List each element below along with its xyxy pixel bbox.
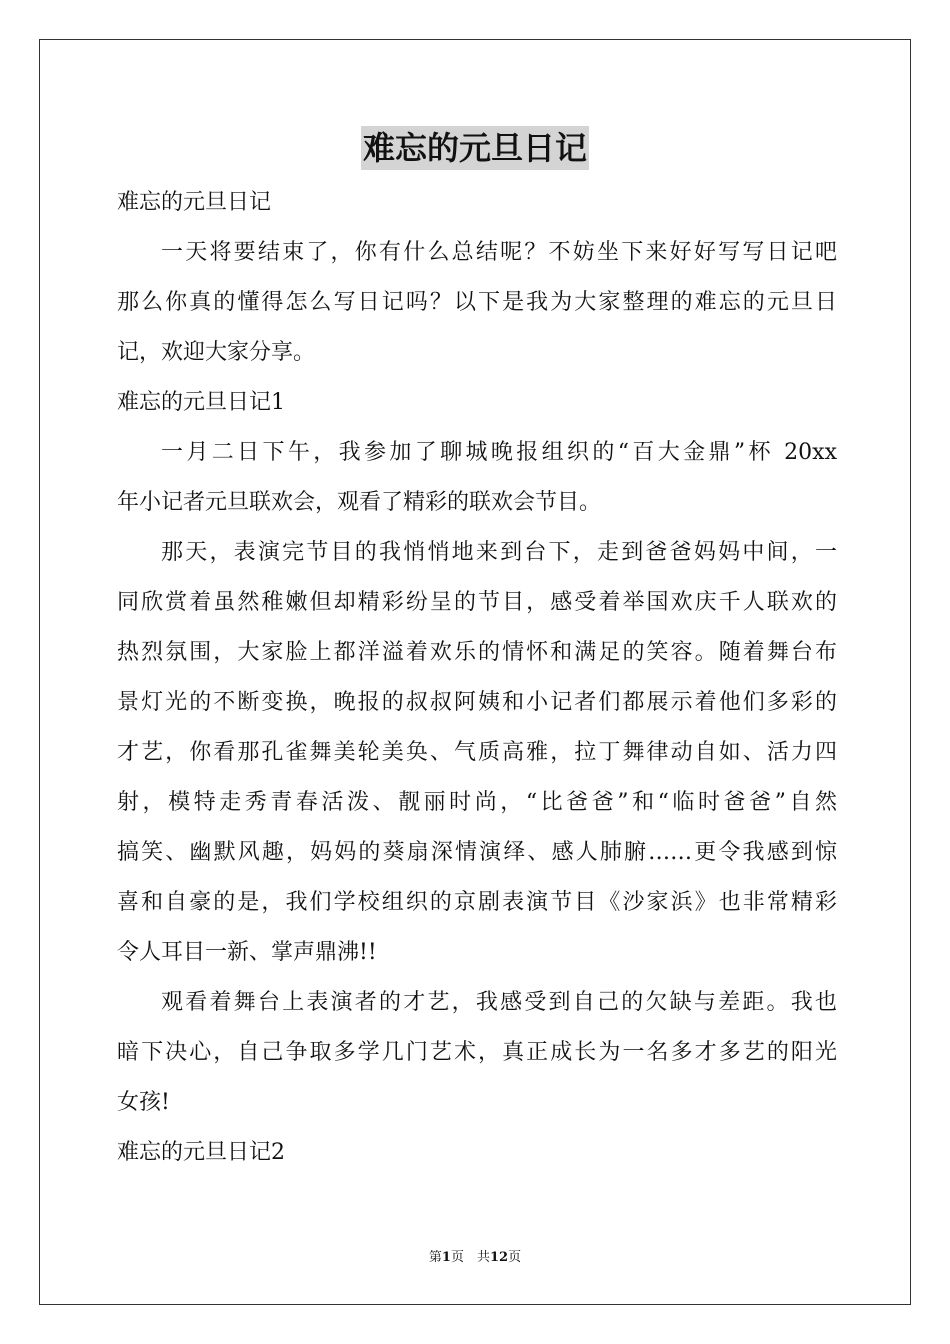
para3-line: 观看着舞台上表演者的才艺，我感受到自己的欠缺与差距。我也 [161,990,837,1015]
footer-page-current: 1 [441,1250,451,1265]
title-wrap [0,126,950,170]
para1-line: 年小记者元旦联欢会，观看了精彩的联欢会节目。 [117,490,602,515]
para2-line: 热烈氛围，大家脸上都洋溢着欢乐的情怀和满足的笑容。随着舞台布 [117,640,837,665]
intro-line: 一天将要结束了，你有什么总结呢？不妨坐下来好好写写日记吧 [161,240,837,265]
para3-line: 暗下决心，自己争取多学几门艺术，真正成长为一名多才多艺的阳光 [117,1040,837,1065]
intro-line: 那么你真的懂得怎么写日记吗？以下是我为大家整理的难忘的元旦日 [117,290,837,315]
section2-heading: 难忘的元旦日记2 [117,1140,285,1165]
document-title: 难忘的元旦日记 [361,126,589,170]
para2-line: 喜和自豪的是，我们学校组织的京剧表演节目《沙家浜》也非常精彩 [117,890,837,915]
para1-line: 一月二日下午，我参加了聊城晚报组织的“百大金鼎”杯 20xx [161,440,837,465]
para2-line: 景灯光的不断变换，晚报的叔叔阿姨和小记者们都展示着他们多彩的 [117,690,837,715]
para2-line: 那天，表演完节目的我悄悄地来到台下，走到爸爸妈妈中间，一 [161,540,837,565]
section1-heading: 难忘的元旦日记1 [117,390,285,415]
document-body [117,178,837,1178]
footer-page-suffix: 页 [508,1250,522,1265]
intro-line: 记，欢迎大家分享。 [117,340,316,365]
para2-line: 射，模特走秀青春活泼、靓丽时尚，“比爸爸”和“临时爸爸”自然 [117,790,837,815]
para2-line: 搞笑、幽默风趣，妈妈的葵扇深情演绎、感人肺腑……更令我感到惊 [117,840,837,865]
para3-line: 女孩! [117,1090,170,1115]
para2-line: 同欣赏着虽然稚嫩但却精彩纷呈的节目，感受着举国欢庆千人联欢的 [117,590,837,615]
para2-line: 令人耳目一新、掌声鼎沸!! [117,940,377,965]
subtitle: 难忘的元旦日记 [117,190,272,215]
para2-line: 才艺，你看那孔雀舞美轮美奂、气质高雅，拉丁舞律动自如、活力四 [117,740,837,765]
footer-page-prefix: 第 [428,1250,442,1265]
footer-page-mid: 页 共 [450,1250,490,1265]
page-footer [0,1248,950,1268]
footer-page-total: 12 [489,1250,509,1265]
